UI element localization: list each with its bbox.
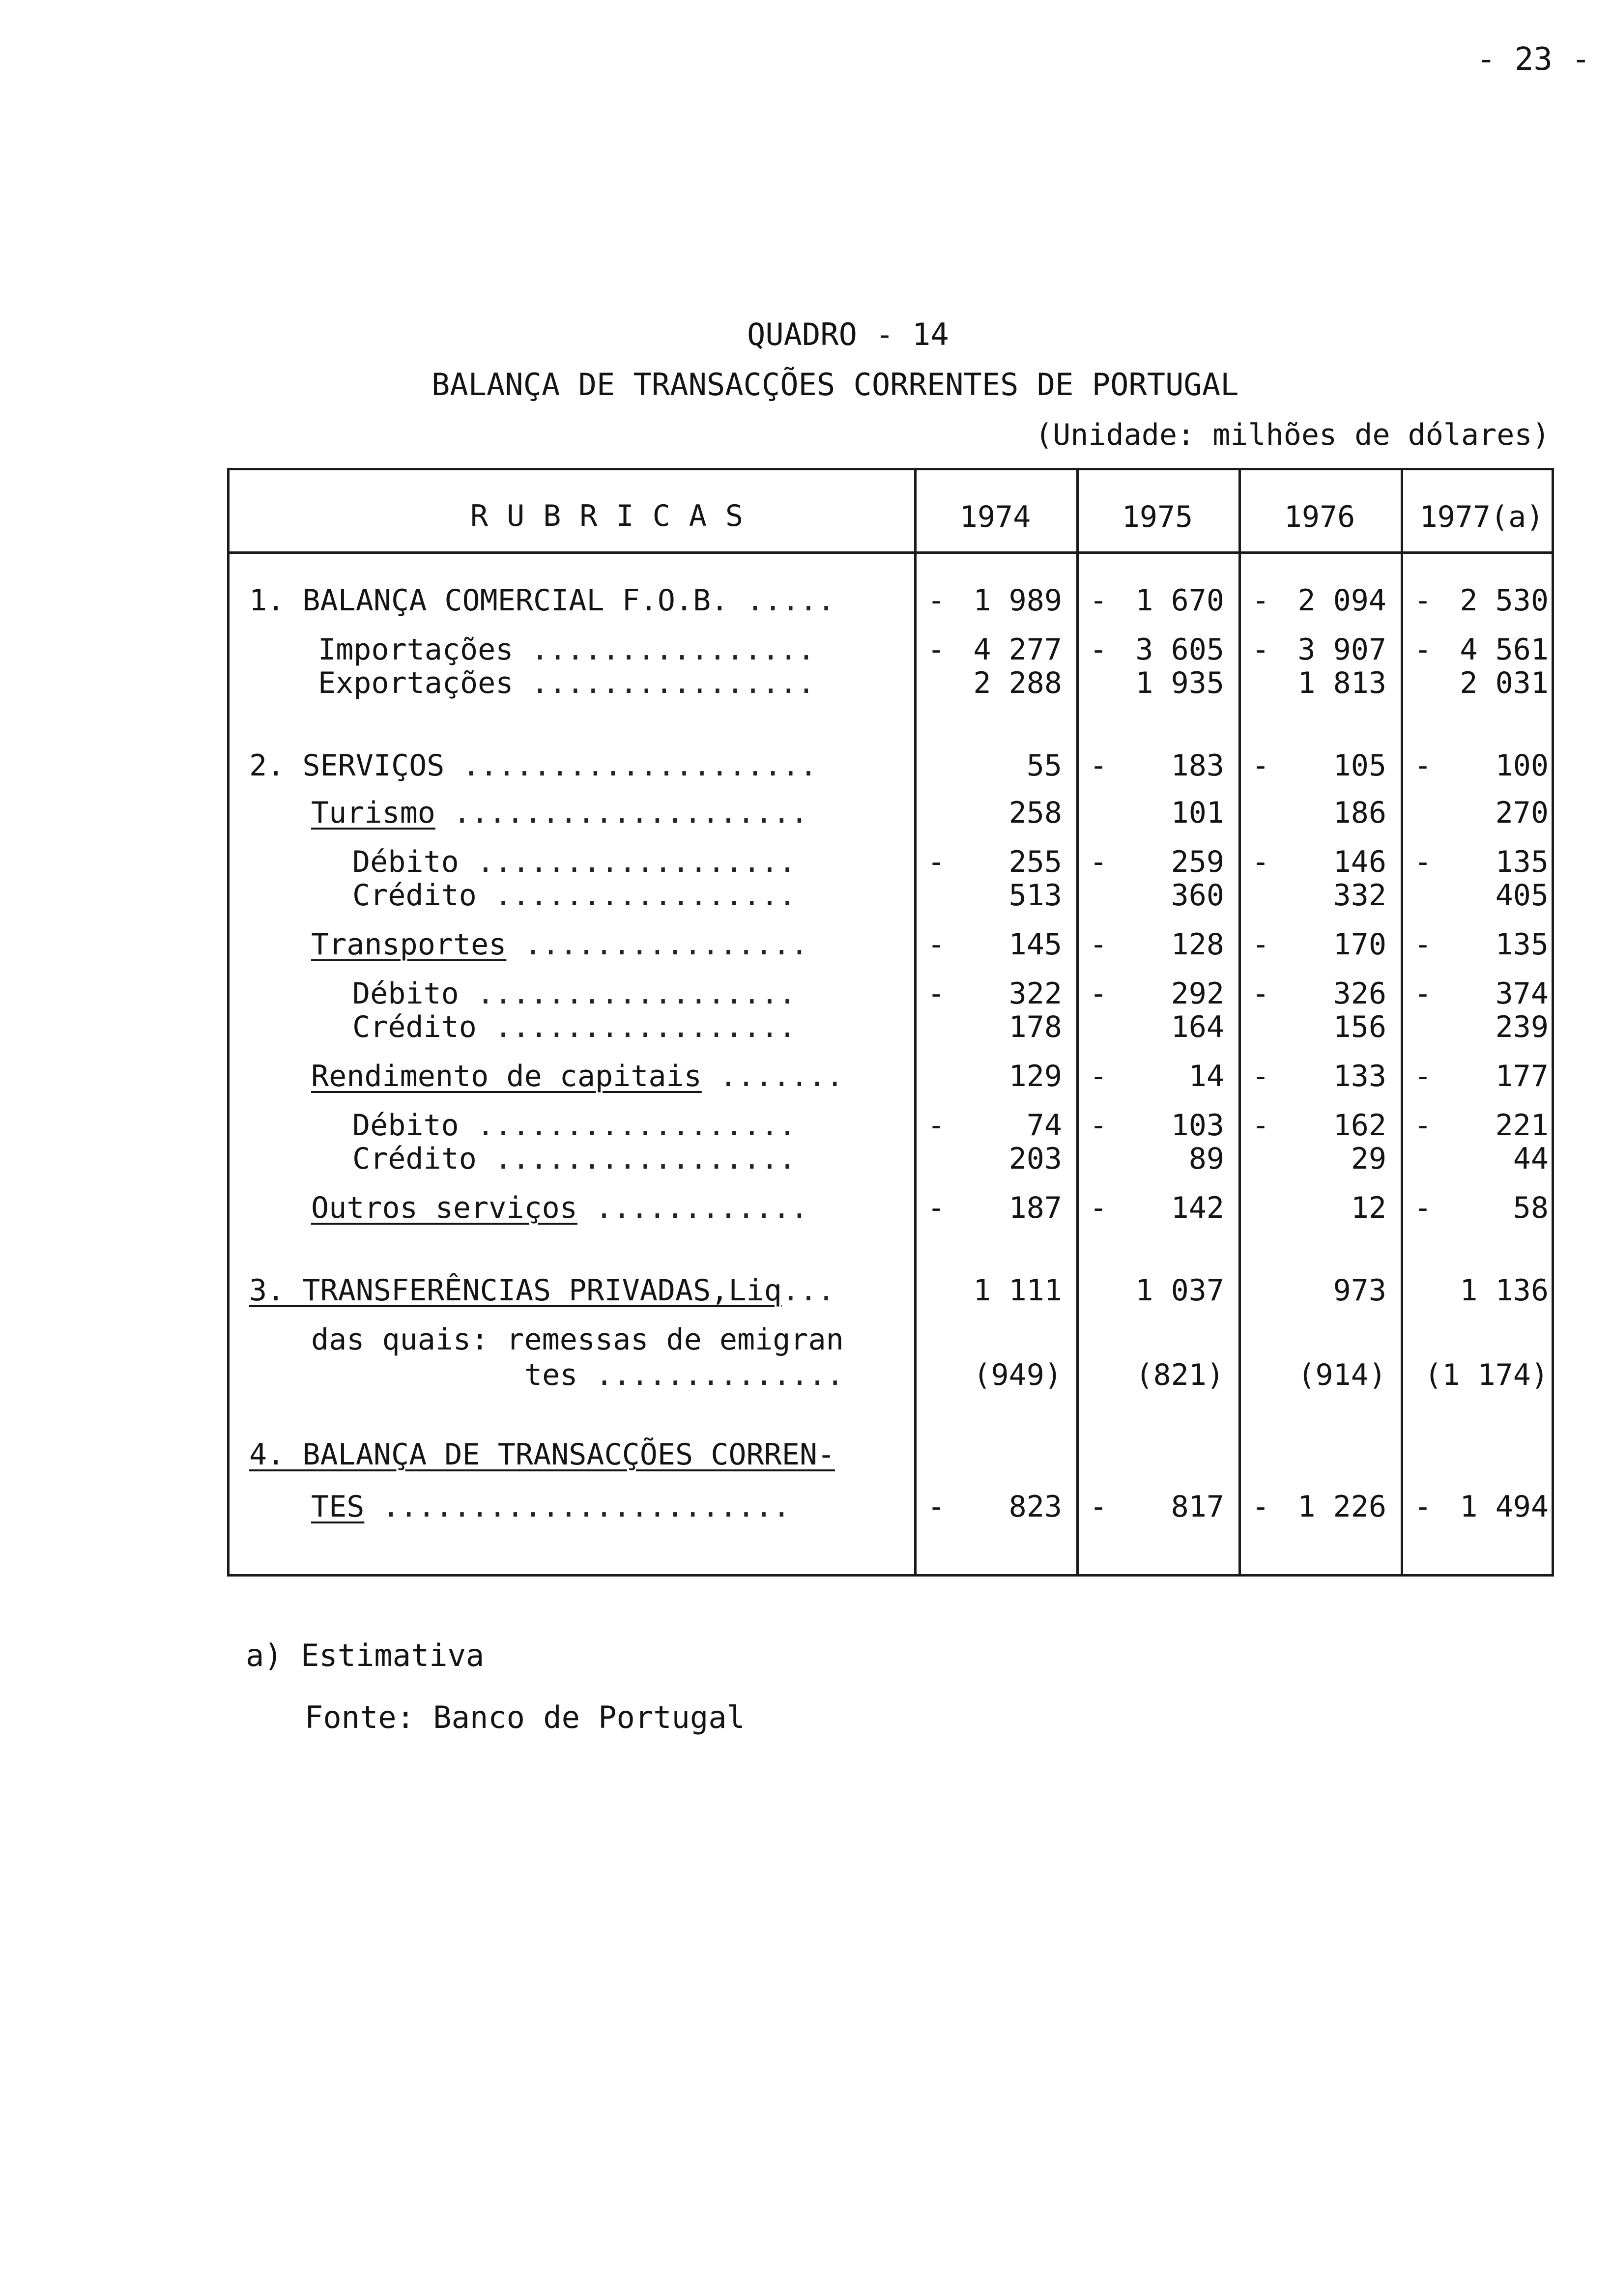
value: 44 [1513,1142,1549,1176]
value: 12 [1351,1191,1386,1225]
value-cell [917,1192,1074,1224]
value-cell [917,1359,1074,1391]
value-cell [1403,1060,1560,1092]
value: 1 494 [1460,1490,1549,1524]
value-cell [1241,1274,1398,1307]
value-cell [1241,1323,1398,1356]
row-label [311,797,808,829]
value: 259 [1171,845,1224,879]
value-cell [1403,1491,1560,1523]
row-label [318,633,815,666]
leader-dots: ..... [728,583,835,618]
value-cell [1079,1438,1236,1471]
row-label [352,977,796,1010]
leader-dots: .................... [435,796,808,830]
table-number: QUADRO - 14 [747,316,949,352]
value-cell [1241,846,1398,878]
value: 405 [1495,878,1549,913]
row-label-text: Débito [352,976,459,1011]
value-cell [917,667,1074,699]
value-cell [1403,846,1560,878]
sign: - [1090,1108,1108,1143]
value-cell [1241,928,1398,961]
leader-dots: ............ [577,1191,808,1225]
sign: - [1252,927,1270,962]
value: 1 989 [973,583,1062,618]
footnote: a) Estimativa [246,1637,485,1673]
sign: - [1252,1490,1270,1524]
sign: - [927,845,946,879]
value: 89 [1188,1142,1224,1176]
value: 332 [1333,878,1386,913]
row-label [352,1143,796,1175]
row-label-text: Turismo [311,796,435,830]
value-cell [1079,667,1236,699]
sign: - [1414,1059,1432,1093]
value: 3 605 [1135,632,1224,667]
year-header-1975: 1975 [1122,500,1193,534]
row-label-text: Importações [318,632,514,667]
row-label-text: Rendimento de capitais [311,1059,702,1093]
value-cell [1241,797,1398,829]
year-header-1976: 1976 [1284,500,1355,534]
sign: - [927,1490,946,1524]
value-cell [1241,1011,1398,1043]
value: 1 813 [1297,666,1386,700]
row-label [249,1438,835,1471]
table-row [230,1491,1552,1523]
value: 162 [1333,1108,1386,1143]
sign: - [1090,845,1108,879]
sign: - [1090,976,1108,1011]
row-label [249,584,835,617]
value: 817 [1171,1490,1224,1524]
value: 221 [1495,1108,1549,1143]
leader-dots: .................. [459,1108,797,1143]
sign: - [1414,976,1432,1011]
value-cell [917,749,1074,782]
row-label-text: Transportes [311,927,507,962]
value: 374 [1495,976,1549,1011]
row-label [352,846,796,878]
value-cell [1241,977,1398,1010]
value-cell [1403,797,1560,829]
value-cell [1241,633,1398,666]
value-cell [1079,977,1236,1010]
value: 4 277 [973,632,1062,667]
value: 14 [1188,1059,1224,1093]
value: 142 [1171,1191,1224,1225]
row-label [311,1323,844,1356]
table-row [230,846,1552,878]
row-label-text: Débito [352,1108,459,1143]
row-label-text: tes [524,1358,578,1392]
value-cell [1079,584,1236,617]
value: 186 [1333,796,1386,830]
value-cell [1241,584,1398,617]
value: 322 [1008,976,1062,1011]
sign: - [1252,1108,1270,1143]
table-row [230,633,1552,666]
value-cell [917,633,1074,666]
value: 2 031 [1460,666,1549,700]
value: 100 [1495,748,1549,783]
leader-dots: .................. [459,976,797,1011]
row-label-text: Crédito [352,1142,477,1176]
value: 133 [1333,1059,1386,1093]
value-cell [1079,633,1236,666]
value-cell [1079,846,1236,878]
row-label-text: 3. TRANSFERÊNCIAS PRIVADAS,Liq [249,1273,782,1308]
leader-dots: .............. [577,1358,844,1392]
leader-dots: .................... [444,748,817,783]
value: 326 [1333,976,1386,1011]
value-cell [1403,1192,1560,1224]
sign: - [1090,1059,1108,1093]
row-label-text: Débito [352,845,459,879]
value-cell [1241,1109,1398,1142]
row-label [318,667,815,699]
value-cell [917,928,1074,961]
value-cell [1403,928,1560,961]
sign: - [1252,845,1270,879]
value-cell [1079,1359,1236,1391]
leader-dots: ................ [513,666,815,700]
value-cell [1403,633,1560,666]
value-cell [1241,1192,1398,1224]
table-row [230,1359,1552,1391]
value-cell [1403,1359,1560,1391]
row-label-text: 2. SERVIÇOS [249,748,445,783]
table-row [230,1060,1552,1092]
row-label [352,879,796,912]
sign: - [1090,927,1108,962]
value-cell [1079,1060,1236,1092]
sign: - [1252,976,1270,1011]
value-cell [1079,1491,1236,1523]
value-cell [917,1060,1074,1092]
current-account-table [227,468,1554,1577]
value-cell [1241,1438,1398,1471]
value: 973 [1333,1273,1386,1308]
leader-dots: ................ [513,632,815,667]
table-row [230,1011,1552,1043]
value-cell [1241,1143,1398,1175]
sign: - [1252,583,1270,618]
value-cell [1403,1438,1560,1471]
row-label-text: TES [311,1490,365,1524]
sign: - [1414,583,1432,618]
value: 1 935 [1135,666,1224,700]
sign: - [1090,583,1108,618]
value: 58 [1513,1191,1549,1225]
value-cell [1241,1060,1398,1092]
value-cell [1403,1323,1560,1356]
value-cell [917,977,1074,1010]
row-label [352,1109,796,1142]
sign: - [927,927,946,962]
table-row [230,584,1552,617]
leader-dots: ................. [476,1010,797,1044]
sign: - [1414,1108,1432,1143]
sign: - [1252,748,1270,783]
leader-dots: .................. [459,845,797,879]
value-cell [1403,1143,1560,1175]
value: 239 [1495,1010,1549,1044]
table-row [230,1274,1552,1307]
value: 360 [1171,878,1224,913]
value-cell [917,1323,1074,1356]
value-cell [1079,1011,1236,1043]
value-cell [917,846,1074,878]
value-cell [1241,1491,1398,1523]
sign: - [927,1191,946,1225]
value: 170 [1333,927,1386,962]
table-row [230,667,1552,699]
value-cell [917,1274,1074,1307]
value: 156 [1333,1010,1386,1044]
value-cell [1079,797,1236,829]
value-cell [917,1143,1074,1175]
table-row [230,1192,1552,1224]
row-label [311,1192,808,1224]
row-label [352,1011,796,1043]
value-cell [1403,584,1560,617]
value-cell [1079,1323,1236,1356]
row-label-text: Outros serviços [311,1191,577,1225]
leader-dots: ... [781,1273,835,1308]
sign: - [1414,748,1432,783]
row-label [249,1274,835,1307]
value-cell [1241,749,1398,782]
table-row [230,1438,1552,1471]
value: 135 [1495,845,1549,879]
value-cell [1079,1192,1236,1224]
table-row [230,797,1552,829]
value: 135 [1495,927,1549,962]
row-label-text: 4. BALANÇA DE TRANSACÇÕES CORREN- [249,1437,835,1472]
value: (1 174) [1424,1358,1549,1392]
value: 270 [1495,796,1549,830]
value-cell [917,584,1074,617]
value: 258 [1008,796,1062,830]
leader-dots: ................. [476,1142,797,1176]
table-row [230,977,1552,1010]
value: 2 288 [973,666,1062,700]
value: 55 [1026,748,1062,783]
table-row [230,928,1552,961]
leader-dots: ................. [476,878,797,913]
value: 178 [1008,1010,1062,1044]
value: 1 037 [1135,1273,1224,1308]
value: 105 [1333,748,1386,783]
row-label-text: Crédito [352,878,477,913]
unit-note: (Unidade: milhões de dólares) [1035,418,1550,452]
sign: - [1414,1490,1432,1524]
sign: - [1414,632,1432,667]
value-cell [1403,1011,1560,1043]
value: 145 [1008,927,1062,962]
sign: - [1090,1191,1108,1225]
sign: - [927,632,946,667]
value: 4 561 [1460,632,1549,667]
sign: - [927,1108,946,1143]
row-label-text: Exportações [318,666,514,700]
page-number: - 23 - [1476,41,1590,78]
leader-dots: ....................... [364,1490,791,1524]
value-cell [917,1109,1074,1142]
value: (914) [1297,1358,1386,1392]
value: 146 [1333,845,1386,879]
value-cell [1079,1143,1236,1175]
value: 1 226 [1297,1490,1386,1524]
row-label [524,1359,844,1391]
value-cell [1403,667,1560,699]
value: 2 530 [1460,583,1549,618]
value: 823 [1008,1490,1062,1524]
table-title: BALANÇA DE TRANSACÇÕES CORRENTES DE PORTUGAL [432,367,1239,402]
value: 129 [1008,1059,1062,1093]
row-label-text: Crédito [352,1010,477,1044]
value: 1 111 [973,1273,1062,1308]
value: 187 [1008,1191,1062,1225]
row-label-text: 1. BALANÇA COMERCIAL F.O.B. [249,583,729,618]
value-cell [1079,928,1236,961]
value: (821) [1135,1358,1224,1392]
value: 128 [1171,927,1224,962]
value: (949) [973,1358,1062,1392]
source-note: Fonte: Banco de Portugal [305,1699,745,1735]
table-row [230,1323,1552,1356]
value-cell [1403,1109,1560,1142]
value-cell [1403,977,1560,1010]
value: 292 [1171,976,1224,1011]
value: 164 [1171,1010,1224,1044]
row-label-text: das quais: remessas de emigran [311,1322,844,1357]
sign: - [1090,748,1108,783]
value: 101 [1171,796,1224,830]
value-cell [917,1491,1074,1523]
value-cell [917,797,1074,829]
row-label [311,1491,790,1523]
table-row [230,879,1552,912]
value: 3 907 [1297,632,1386,667]
value-cell [1403,1274,1560,1307]
value-cell [917,879,1074,912]
sign: - [1090,1490,1108,1524]
leader-dots: ....... [701,1059,844,1093]
header-divider [230,551,1552,554]
value: 1 136 [1460,1273,1549,1308]
value: 183 [1171,748,1224,783]
sign: - [927,976,946,1011]
value-cell [1241,667,1398,699]
value-cell [1079,1109,1236,1142]
value: 1 670 [1135,583,1224,618]
value: 255 [1008,845,1062,879]
sign: - [1252,1059,1270,1093]
value-cell [1241,1359,1398,1391]
value-cell [1403,749,1560,782]
value: 203 [1008,1142,1062,1176]
year-header-1977: 1977(a) [1419,500,1544,534]
year-header-1974: 1974 [959,500,1031,534]
value-cell [1079,1274,1236,1307]
leader-dots: ................ [506,927,808,962]
sign: - [1414,1191,1432,1225]
value-cell [1079,879,1236,912]
row-label [311,1060,844,1092]
value: 74 [1026,1108,1062,1143]
value-cell [917,1011,1074,1043]
row-label [311,928,808,961]
sign: - [927,583,946,618]
value: 513 [1008,878,1062,913]
sign: - [1252,632,1270,667]
value-cell [1079,749,1236,782]
sign: - [1414,927,1432,962]
table-row [230,749,1552,782]
row-label [249,749,817,782]
value: 103 [1171,1108,1224,1143]
value-cell [917,1438,1074,1471]
value-cell [1241,879,1398,912]
rubricas-header: RUBRICAS [470,499,762,533]
value-cell [1403,879,1560,912]
value: 2 094 [1297,583,1386,618]
sign: - [1414,845,1432,879]
value: 29 [1351,1142,1386,1176]
sign: - [1090,632,1108,667]
table-row [230,1109,1552,1142]
value: 177 [1495,1059,1549,1093]
table-row [230,1143,1552,1175]
